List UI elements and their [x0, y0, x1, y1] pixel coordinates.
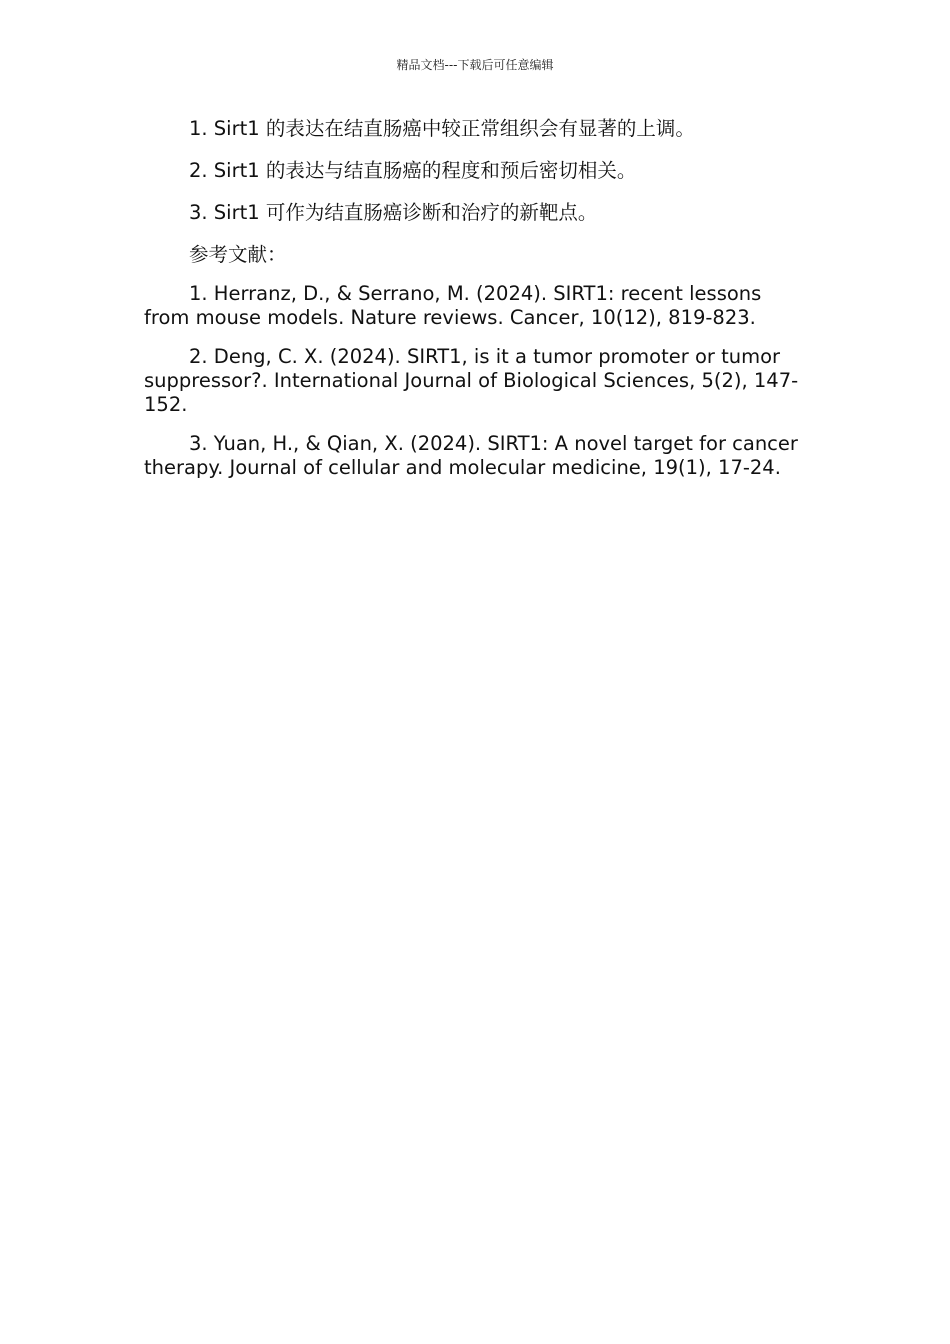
reference-item: 3. Yuan, H., & Qian, X. (2024). SIRT1: A novel target for cancer therapy. Journal of cellular and molecular medicine, 19(1), 17-24. — [144, 432, 798, 479]
reference-item: 2. Deng, C. X. (2024). SIRT1, is it a tumor promoter or tumor suppressor?. International Journal of Biological Sciences, 5(2), 147-152. — [144, 345, 799, 416]
conclusion-item: 3. Sirt1 可作为结直肠癌诊断和治疗的新靶点。 — [189, 201, 598, 224]
conclusion-item: 1. Sirt1 的表达在结直肠癌中较正常组织会有显著的上调。 — [189, 117, 695, 140]
conclusion-item: 2. Sirt1 的表达与结直肠癌的程度和预后密切相关。 — [189, 159, 637, 182]
page-header: 精品文档---下载后可任意编辑 — [396, 58, 554, 72]
references-heading: 参考文献： — [189, 243, 287, 266]
document-body — [144, 117, 806, 495]
reference-item: 1. Herranz, D., & Serrano, M. (2024). SIRT1: recent lessons from mouse models. Nature reviews. Cancer, 10(12), 819-823. — [144, 282, 762, 329]
